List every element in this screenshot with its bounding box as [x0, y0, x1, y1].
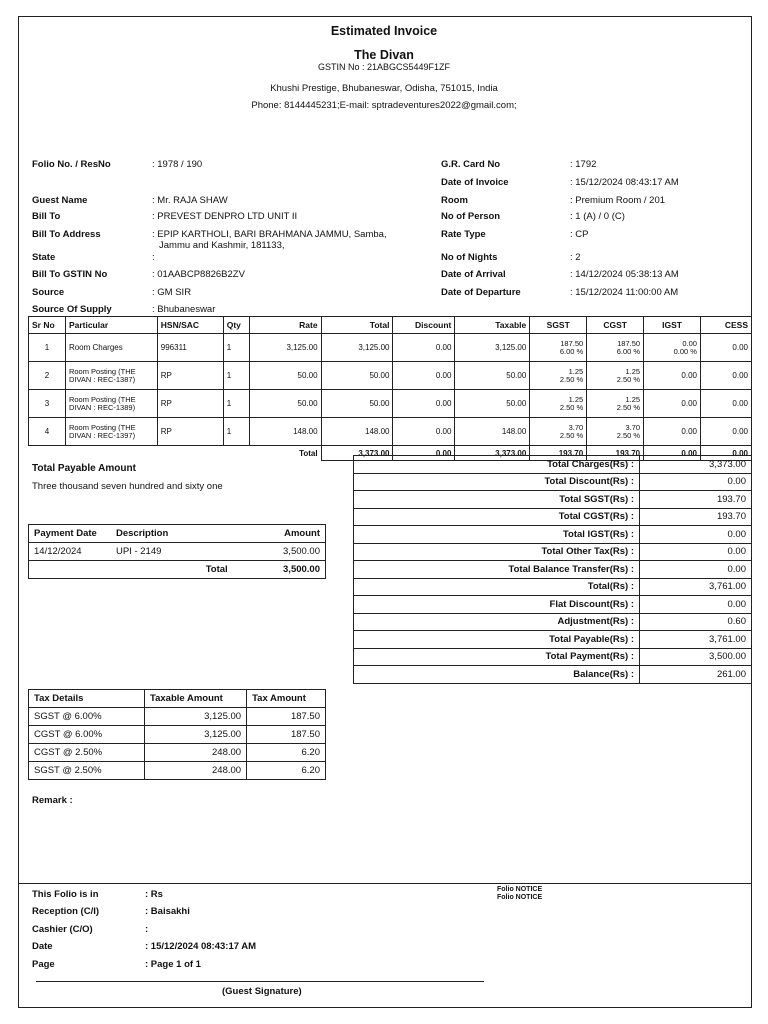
gr-card-value: : 1792 — [570, 159, 597, 170]
tax-header: Tax Details Taxable Amount Tax Amount — [29, 690, 326, 708]
total-payable-heading: Total Payable Amount — [32, 463, 136, 474]
summary-row: Adjustment(Rs) : 0.60 — [354, 613, 752, 631]
state-value: : — [152, 252, 155, 263]
remark-label: Remark : — [32, 795, 73, 806]
summary-row: Total Discount(Rs) : 0.00 — [354, 473, 752, 491]
page-value: : Page 1 of 1 — [145, 959, 201, 970]
gstin-label: Bill To GSTIN No — [32, 269, 108, 280]
col-srno: Sr No — [29, 317, 66, 334]
col-sgst: SGST — [530, 317, 587, 334]
cashier-label: Cashier (C/O) — [32, 924, 93, 935]
rate-type-value: : CP — [570, 229, 589, 240]
tax-row: SGST @ 2.50% 248.00 6.20 — [29, 762, 326, 780]
items-table — [28, 316, 752, 461]
reception-label: Reception (C/I) — [32, 906, 100, 917]
table-row: 3 Room Posting (THE DIVAN : REC-1389) RP 1 50.00 50.00 0.00 50.00 1.25 2.50 % 1.25 2.50 % 0.00 0.00 — [29, 390, 752, 418]
page-label: Page — [32, 959, 55, 970]
persons-value: : 1 (A) / 0 (C) — [570, 211, 625, 222]
tax-row: CGST @ 6.00% 3,125.00 187.50 — [29, 726, 326, 744]
persons-label: No of Person — [441, 211, 501, 222]
guest-name-label: Guest Name — [32, 195, 88, 206]
col-qty: Qty — [223, 317, 249, 334]
guest-signature-label: (Guest Signature) — [222, 986, 302, 997]
col-particular: Particular — [65, 317, 157, 334]
invoice-date-value: : 15/12/2024 08:43:17 AM — [570, 177, 679, 188]
payment-row: 14/12/2024 UPI - 2149 3,500.00 — [29, 543, 326, 561]
payment-total-row: Total 3,500.00 — [29, 561, 326, 579]
reception-value: : Baisakhi — [145, 906, 190, 917]
table-row: 1 Room Charges 996311 1 3,125.00 3,125.00 0.00 3,125.00 187.50 6.00 % 187.50 6.00 % 0.00 0.00 % 0.00 — [29, 334, 752, 362]
tax-details-table — [28, 689, 326, 780]
folio-notice-2: Folio NOTICE — [497, 894, 543, 901]
summary-row: Total CGST(Rs) : 193.70 — [354, 508, 752, 526]
summary-row: Total Payment(Rs) : 3,500.00 — [354, 648, 752, 666]
summary-row: Total Other Tax(Rs) : 0.00 — [354, 543, 752, 561]
summary-row: Balance(Rs) : 261.00 — [354, 666, 752, 684]
signature-line — [36, 981, 484, 982]
arrival-value: : 14/12/2024 05:38:13 AM — [570, 269, 679, 280]
bill-to-value: : PREVEST DENPRO LTD UNIT II — [152, 211, 298, 222]
cashier-value: : — [145, 924, 149, 935]
nights-value: : 2 — [570, 252, 581, 263]
folio-label: Folio No. / ResNo — [32, 159, 111, 170]
table-row: 4 Room Posting (THE DIVAN : REC-1397) RP 1 148.00 148.00 0.00 148.00 3.70 2.50 % 3.70 2.50 % 0.00 0.00 — [29, 418, 752, 446]
table-row: 2 Room Posting (THE DIVAN : REC-1387) RP 1 50.00 50.00 0.00 50.00 1.25 2.50 % 1.25 2.50 % 0.00 0.00 — [29, 362, 752, 390]
footer-date-value: : 15/12/2024 08:43:17 AM — [145, 941, 257, 952]
bill-address-value: : EPIP KARTHOLI, BARI BRAHMANA JAMMU, Samba, — [152, 229, 387, 240]
payments-table — [28, 524, 326, 579]
summary-row: Total Balance Transfer(Rs) : 0.00 — [354, 561, 752, 579]
folio-notice-1: Folio NOTICE — [497, 886, 543, 893]
summary-row: Flat Discount(Rs) : 0.00 — [354, 596, 752, 614]
guest-name-value: : Mr. RAJA SHAW — [152, 195, 228, 206]
hotel-name: The Divan — [354, 48, 414, 62]
source-supply-label: Source Of Supply — [32, 304, 112, 315]
gstin-value: : 01AABCP8826B2ZV — [152, 269, 245, 280]
col-discount: Discount — [393, 317, 455, 334]
col-total: Total — [321, 317, 393, 334]
items-total-row: Total 3,373.00 0.00 3,373.00 193.70 193.70 0.00 0.00 — [29, 446, 752, 461]
folio-currency-label: This Folio is in — [32, 889, 99, 900]
col-cess: CESS — [700, 317, 751, 334]
summary-row: Total IGST(Rs) : 0.00 — [354, 526, 752, 544]
rate-type-label: Rate Type — [441, 229, 486, 240]
folio-currency-value: : Rs — [145, 889, 163, 900]
col-igst: IGST — [644, 317, 701, 334]
bill-to-label: Bill To — [32, 211, 61, 222]
footer-date-label: Date — [32, 941, 53, 952]
folio-value: : 1978 / 190 — [152, 159, 203, 170]
gstin: GSTIN No : 21ABGCS5449F1ZF — [317, 62, 451, 72]
col-hsn: HSN/SAC — [157, 317, 223, 334]
col-taxable: Taxable — [455, 317, 530, 334]
source-value: : GM SIR — [152, 287, 192, 298]
summary-row: Total SGST(Rs) : 193.70 — [354, 491, 752, 509]
col-cgst: CGST — [587, 317, 644, 334]
total-payable-words: Three thousand seven hundred and sixty one — [32, 481, 223, 492]
summary-row: Total(Rs) : 3,761.00 — [354, 578, 752, 596]
room-label: Room — [441, 195, 468, 206]
invoice-date-label: Date of Invoice — [441, 177, 509, 188]
hotel-contact: Phone: 8144445231;E-mail: sptradeventures2022@gmail.com; — [251, 100, 517, 111]
summary-row: Total Charges(Rs) : 3,373.00 — [354, 456, 752, 474]
nights-label: No of Nights — [441, 252, 498, 263]
doc-title: Estimated Invoice — [330, 24, 438, 38]
source-label: Source — [32, 287, 65, 298]
gr-card-label: G.R. Card No — [441, 159, 501, 170]
payments-header: Payment Date Description Amount — [29, 525, 326, 543]
departure-label: Date of Departure — [441, 287, 521, 298]
summary-row: Total Payable(Rs) : 3,761.00 — [354, 631, 752, 649]
hotel-address: Khushi Prestige, Bhubaneswar, Odisha, 751015, India — [270, 83, 498, 94]
col-rate: Rate — [249, 317, 321, 334]
arrival-label: Date of Arrival — [441, 269, 506, 280]
bill-address-label: Bill To Address — [32, 229, 101, 240]
footer-divider — [18, 883, 752, 884]
tax-row: CGST @ 2.50% 248.00 6.20 — [29, 744, 326, 762]
state-label: State — [32, 252, 56, 263]
tax-row: SGST @ 6.00% 3,125.00 187.50 — [29, 708, 326, 726]
bill-address-value-2: Jammu and Kashmir, 181133, — [159, 240, 285, 251]
items-header-row — [29, 317, 752, 334]
source-supply-value: : Bhubaneswar — [152, 304, 216, 315]
summary-table — [353, 455, 752, 684]
departure-value: : 15/12/2024 11:00:00 AM — [570, 287, 679, 298]
room-value: : Premium Room / 201 — [570, 195, 666, 206]
